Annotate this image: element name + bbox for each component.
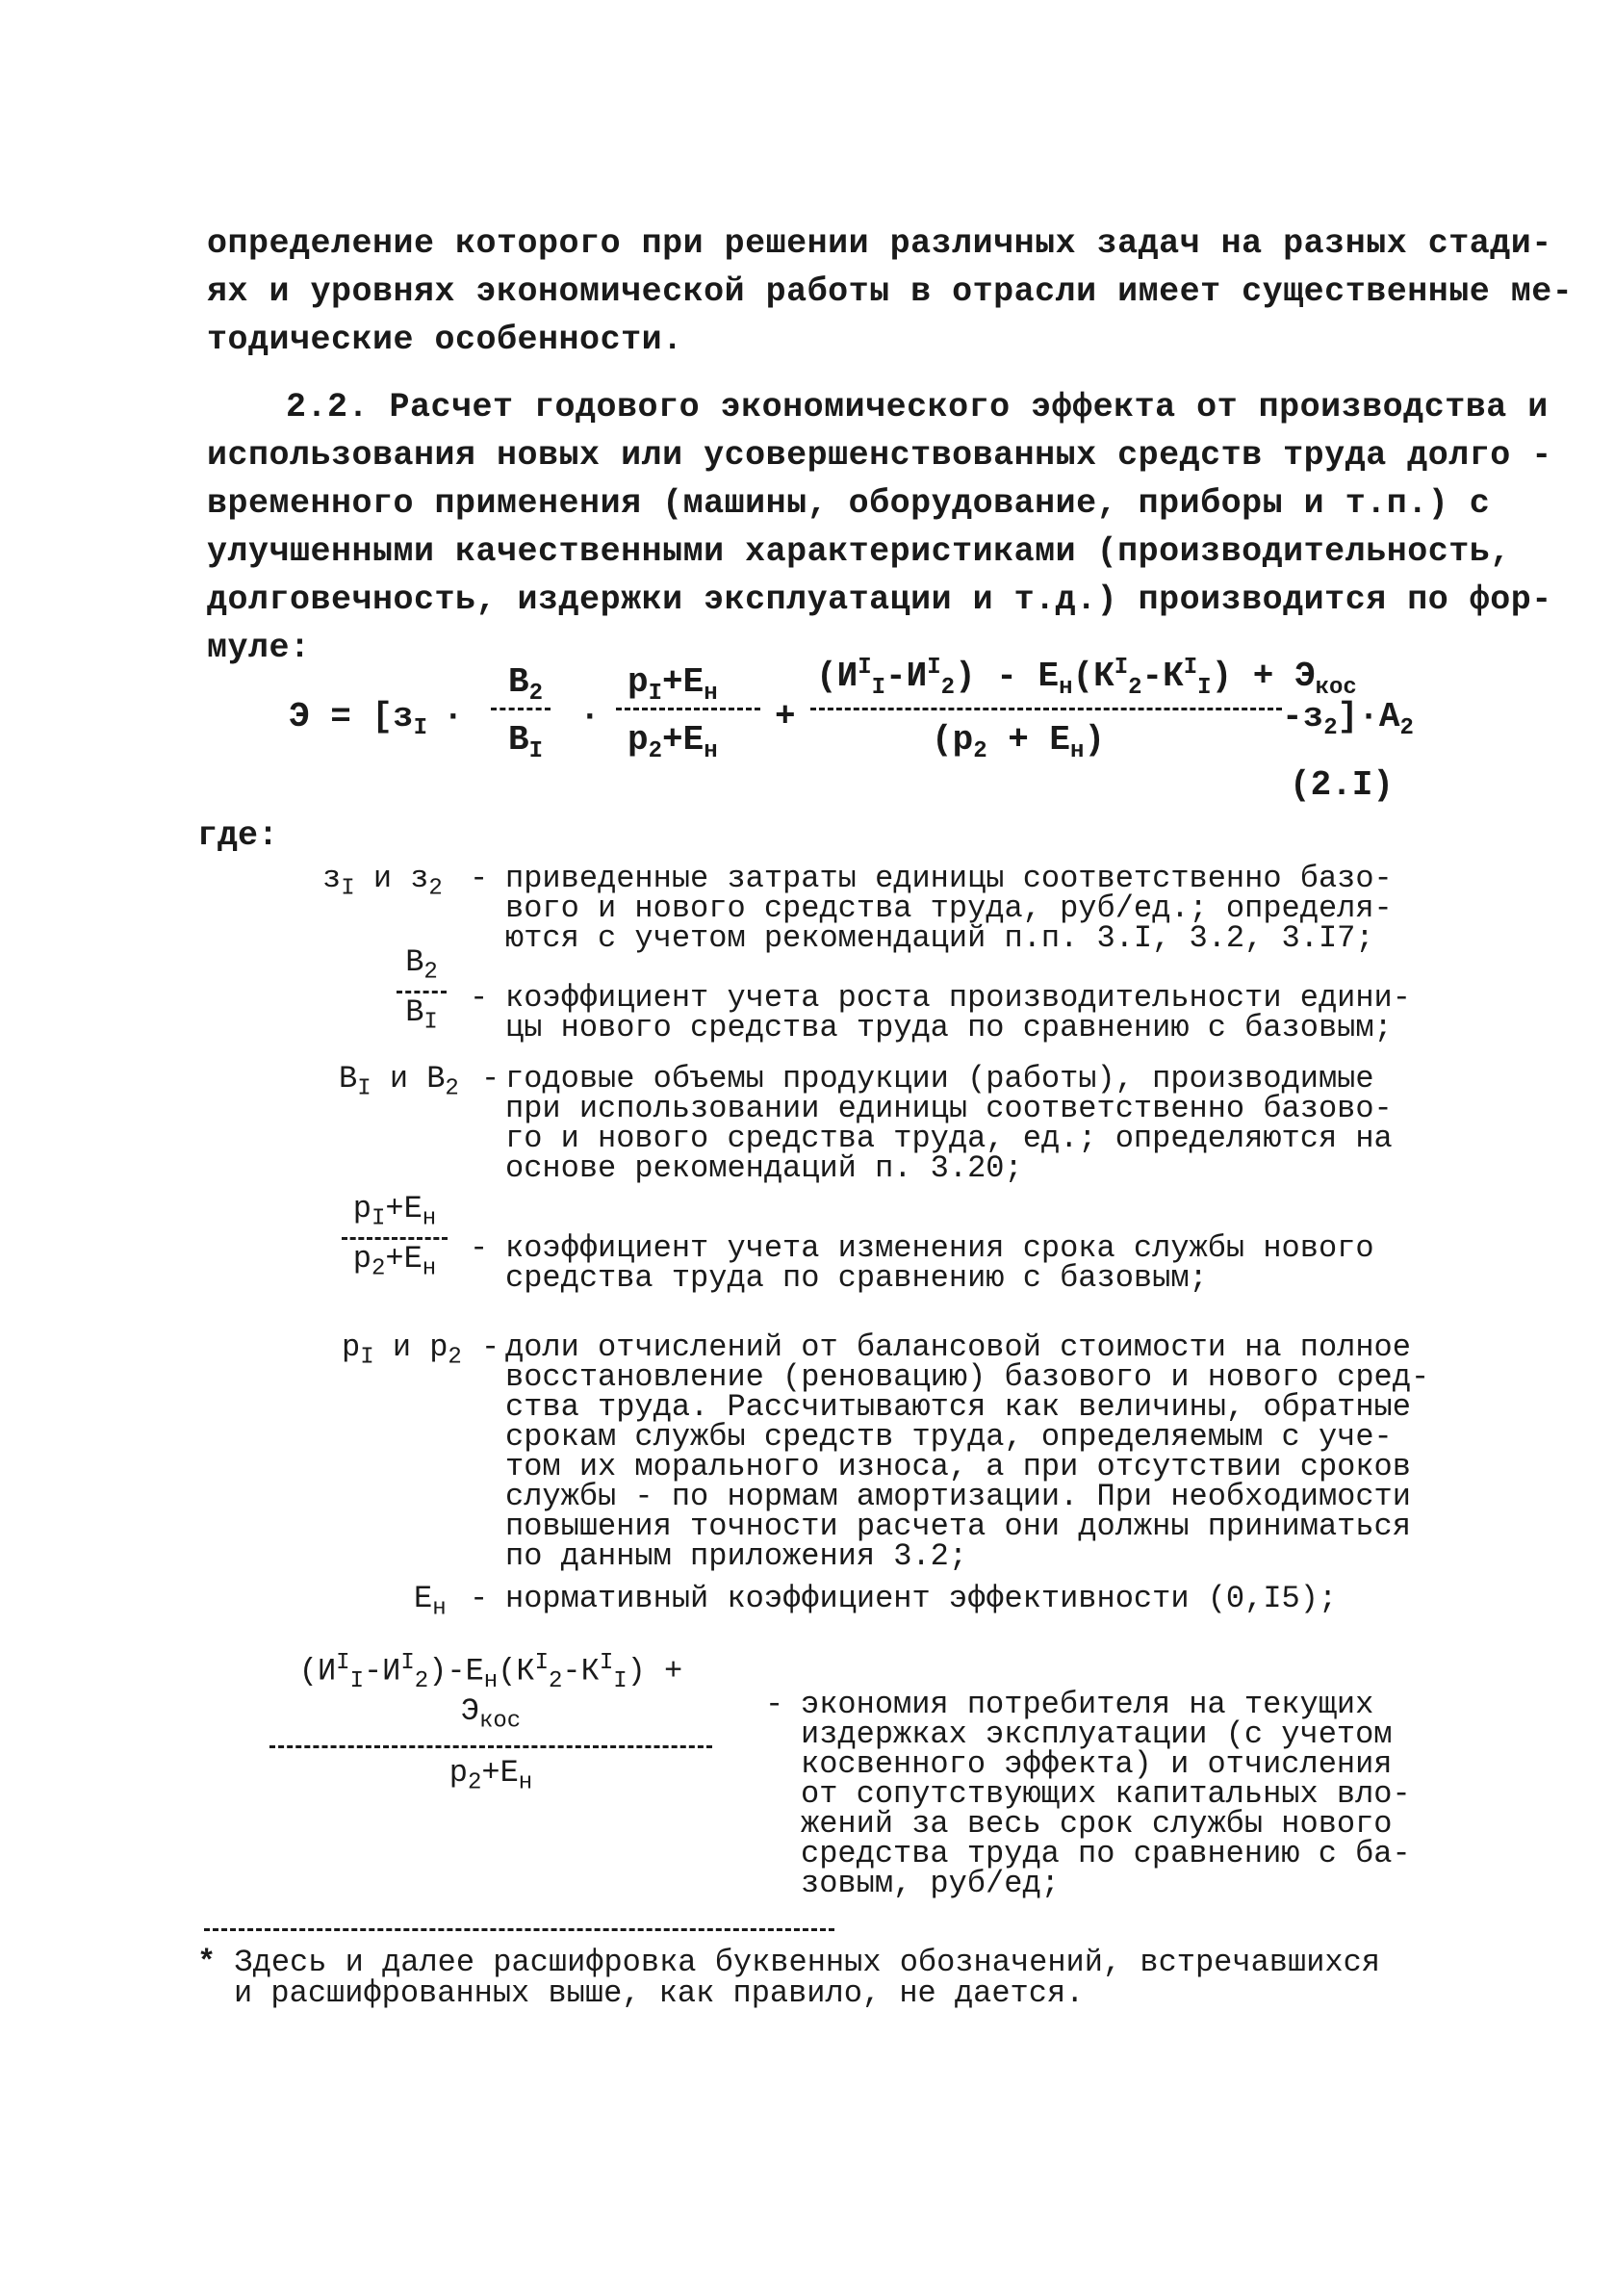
definition-dash: -	[470, 980, 489, 1016]
definition-line: го и нового средства труда, ед.; определяются на	[505, 1121, 1393, 1156]
fraction-main-denominator: $(р_2 + Е_н)$	[932, 720, 1106, 765]
definition-dash: -	[481, 1329, 500, 1365]
definition-dash: -	[481, 1061, 500, 1096]
definition-term: $В_I$ и $В_2$	[339, 1061, 459, 1102]
fraction-p-numerator: $р_I+Е_н$	[628, 662, 718, 708]
definition-dash: -	[470, 861, 489, 896]
fraction-bar	[342, 1237, 448, 1240]
definition-text	[505, 1581, 1448, 1616]
definition-text	[505, 861, 1448, 956]
definition-line: вого и нового средства труда, руб/ед.; определя-	[505, 890, 1393, 926]
text-line: улучшенными качественными характеристиками (производительность,	[207, 532, 1511, 571]
footnote-marker: *	[197, 1945, 217, 1980]
footnote-line	[197, 1945, 1429, 1980]
definition-text	[505, 1230, 1448, 1296]
formula-lhs: $Э = [з_I$	[289, 697, 428, 742]
definition-text	[505, 1061, 1448, 1186]
fraction-numerator: $(И^I_I-И^I_2)-Е_н(К^I_2-К^I_I) + Э_{кос}$	[298, 1650, 683, 1735]
definition-line: коэффициент учета изменения срока службы нового	[505, 1230, 1374, 1266]
definition-fraction	[342, 1191, 448, 1284]
definition-line: коэффициент учета роста производительности едини-	[505, 980, 1411, 1016]
text-line: долговечность, издержки эксплуатации и т.д.) производится по фор-	[207, 580, 1552, 619]
text-line: временного применения (машины, оборудование, приборы и т.п.) с	[207, 484, 1491, 523]
definition-line: при использовании единицы соответственно базово-	[505, 1091, 1393, 1126]
definition-term: $з_I$ и $з_2$	[322, 861, 443, 902]
text-line: тодические особенности.	[207, 321, 683, 359]
fraction-b1-denominator: $В_I$	[508, 720, 544, 765]
definition-dash: -	[765, 1687, 784, 1722]
definition-line: нормативный коэффициент эффективности (0,I5);	[505, 1581, 1338, 1616]
fraction-main-numerator: $(И^I_I-И^I_2) - Е_н(К^I_2-К^I_I) + Э_{кос}$	[816, 655, 1357, 702]
definition-line: основе рекомендаций п. 3.20;	[505, 1150, 1023, 1186]
formula-tail: $-з_2]\cdot А_2$	[1282, 697, 1414, 742]
definition-line: по данным приложения 3.2;	[505, 1538, 968, 1574]
definition-line: том их морального износа, а при отсутствии сроков	[505, 1449, 1411, 1484]
formula-dot: ·	[443, 697, 464, 736]
formula-2-1	[289, 655, 1424, 807]
footnote	[197, 1945, 1429, 2011]
equation-number: (2.I)	[1290, 765, 1395, 805]
definition-line: годовые объемы продукции (работы), производимые	[505, 1061, 1374, 1096]
footnote-separator	[204, 1928, 834, 1931]
text-line: определение которого при решении различных задач на разных стади-	[207, 224, 1552, 263]
definition-dash: -	[470, 1230, 489, 1266]
definition-text	[505, 1329, 1448, 1574]
fraction-bar	[616, 708, 760, 710]
text-line: ях и уровнях экономической работы в отрасли имеет существенные ме-	[207, 272, 1574, 311]
formula-plus: +	[775, 697, 796, 736]
definition-term: $Е_н$	[414, 1581, 447, 1622]
fraction-numerator: $р_I+Е_н$	[352, 1191, 437, 1232]
definition-line: цы нового средства труда по сравнению с базовым;	[505, 1010, 1393, 1045]
fraction-numerator: $В_2$	[405, 944, 438, 986]
definition-fraction	[397, 944, 447, 1038]
definition-line: доли отчислений от балансовой стоимости на полное	[505, 1329, 1411, 1365]
text-line: использования новых или усовершенствованных средств труда долго -	[207, 436, 1552, 475]
definition-line: от сопутствующих капитальных вло-	[801, 1776, 1411, 1812]
definition-line: зовым, руб/ед;	[801, 1866, 1060, 1901]
definition-line: средства труда по сравнению с базовым;	[505, 1260, 1208, 1296]
fraction-p-denominator: $р_2+Е_н$	[628, 720, 718, 765]
definition-term: $р_I$ и $р_2$	[342, 1329, 462, 1371]
text-line: 2.2. Расчет годового экономического эффекта от производства и	[286, 388, 1549, 426]
definition-line: экономия потребителя на текущих	[801, 1687, 1374, 1722]
formula-dot: ·	[579, 697, 601, 736]
definition-line: жений за весь срок службы нового	[801, 1806, 1393, 1842]
definition-line: восстановление (реновацию) базового и нового сред-	[505, 1359, 1430, 1395]
fraction-b2-numerator: $В_2$	[508, 662, 544, 708]
definition-line: срокам службы средств труда, определяемым с уче-	[505, 1419, 1393, 1455]
where-label: где:	[197, 816, 279, 855]
definition-line: издержках эксплуатации (с учетом	[801, 1716, 1393, 1752]
footnote-text: Здесь и далее расшифровка буквенных обозначений, встречавшихся	[234, 1945, 1380, 1980]
definition-line: средства труда по сравнению с ба-	[801, 1836, 1411, 1871]
fraction-bar	[491, 708, 551, 710]
text-line: муле:	[207, 629, 311, 667]
paragraph-continuation	[207, 219, 1574, 364]
fraction-denominator: $В_I$	[405, 994, 438, 1036]
definition-line: службы - по нормам амортизации. При необходимости	[505, 1479, 1411, 1514]
definition-line: повышения точности расчета они должны приниматься	[505, 1509, 1411, 1544]
fraction-bar	[269, 1745, 712, 1748]
fraction-denominator: $р_2+Е_н$	[352, 1241, 437, 1282]
definition-fraction	[269, 1648, 712, 1798]
paragraph-2-2	[207, 383, 1552, 672]
footnote-line: и расшифрованных выше, как правило, не дается.	[234, 1975, 1085, 2011]
definition-line: приведенные затраты единицы соответственно базо-	[505, 861, 1393, 896]
definition-line: косвенного эффекта) и отчисления	[801, 1746, 1393, 1782]
definition-text	[801, 1687, 1417, 1901]
definition-line: ства труда. Рассчитываются как величины, обратные	[505, 1389, 1411, 1425]
definition-dash: -	[470, 1581, 489, 1616]
fraction-denominator: $р_2+Е_н$	[448, 1755, 533, 1796]
definition-line: ются с учетом рекомендаций п.п. 3.I, 3.2, 3.I7;	[505, 920, 1374, 956]
fraction-bar	[810, 708, 1282, 710]
fraction-bar	[397, 991, 447, 993]
definition-text	[505, 980, 1448, 1045]
